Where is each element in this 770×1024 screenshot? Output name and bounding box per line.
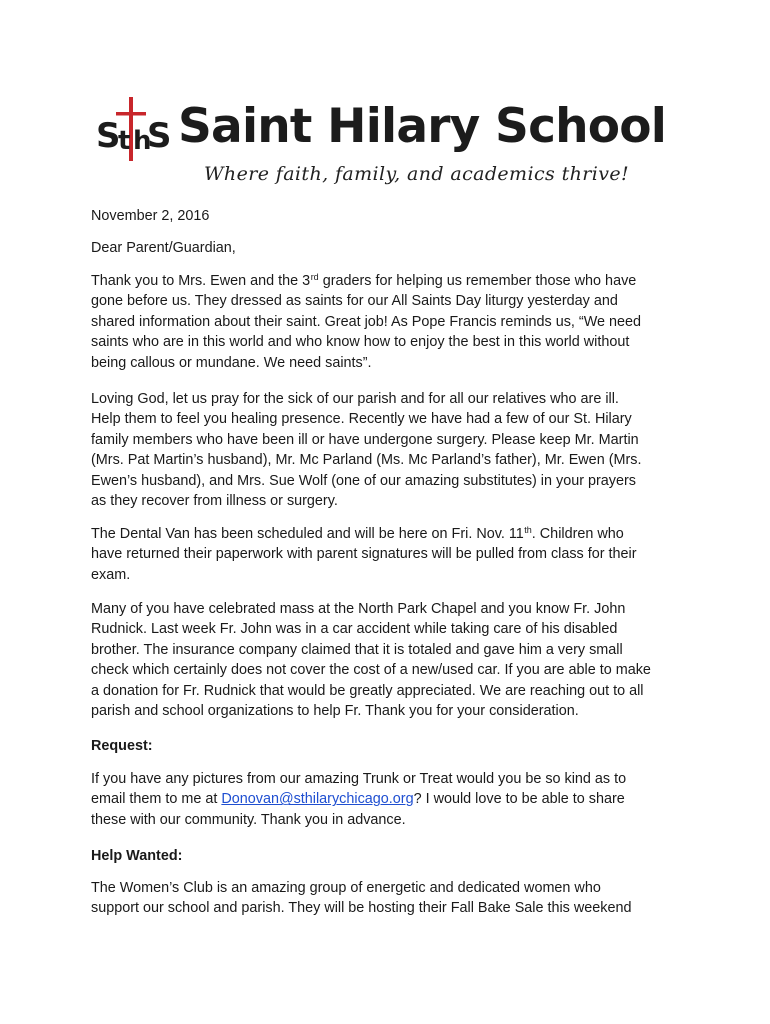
- paragraph-line: exam.: [91, 566, 131, 583]
- superscript: rd: [310, 272, 319, 282]
- svg-text:S: S: [147, 116, 172, 156]
- svg-text:S: S: [96, 116, 121, 156]
- paragraph-line: being callous or mundane. We need saints”.: [91, 354, 372, 371]
- paragraph-line: Many of you have celebrated mass at the North Park Chapel and you know Fr. John: [91, 601, 626, 617]
- paragraph-line: a donation for Fr. Rudnick that would be greatly appreciated. We are reaching out to all: [91, 682, 644, 699]
- paragraph-line: If you have any pictures from our amazing Trunk or Treat would you be so kind as to: [91, 771, 627, 787]
- paragraph-request: [91, 769, 691, 830]
- paragraph-line: as they recover from illness or surgery.: [91, 493, 338, 510]
- paragraph-line: have returned their paperwork with parent signatures will be pulled from class for their: [91, 546, 637, 563]
- paragraph-dental-van: [91, 524, 691, 585]
- svg-text:h: h: [133, 126, 152, 156]
- paragraph-line: Ewen’s husband), and Mrs. Sue Wolf (one of our amazing substitutes) in your prayers: [91, 472, 636, 489]
- paragraph-line: family members who have been ill or have undergone surgery. Please keep Mr. Martin: [91, 431, 639, 448]
- sths-cross-logo-icon: [96, 97, 172, 161]
- heading-help-wanted: Help Wanted:: [91, 848, 183, 864]
- paragraph-line: parish and school organizations to help Fr. Thank you for your consideration.: [91, 703, 579, 720]
- school-tagline: Where faith, family, and academics thrive!: [204, 163, 630, 185]
- superscript: th: [524, 525, 532, 535]
- school-logo: [96, 93, 696, 193]
- paragraph-line: saints who are in this world and who know how to enjoy the best in this world without: [91, 334, 630, 351]
- paragraph-line: check which certainly does not cover the cost of a new/used car. If you are able to make: [91, 662, 651, 679]
- letter-date: November 2, 2016: [91, 208, 210, 224]
- school-name: Saint Hilary School: [178, 99, 667, 154]
- paragraph-prayer: [91, 389, 691, 511]
- paragraph-line: brother. The insurance company claimed that it is totaled and gave him a very small: [91, 641, 623, 658]
- paragraph-line: gone before us. They dressed as saints for our All Saints Day liturgy yesterday and: [91, 293, 618, 310]
- paragraph-line: Help them to feel you healing presence. Recently we have had a few of our St. Hilary: [91, 411, 632, 428]
- paragraph-all-saints: [91, 271, 691, 373]
- paragraph-line: shared information about their saint. Great job! As Pope Francis reminds us, “We need: [91, 313, 642, 330]
- paragraph-line: email them to me at Donovan@sthilarychicago.org? I would love to be able to share: [91, 791, 625, 808]
- paragraph-line: Loving God, let us pray for the sick of our parish and for all our relatives who are ill.: [91, 391, 619, 407]
- paragraph-line: The Dental Van has been scheduled and will be here on Fri. Nov. 11th. Children who: [91, 525, 624, 542]
- paragraph-line: (Mrs. Pat Martin’s husband), Mr. Mc Parland (Ms. Mc Parland’s father), Mr. Ewen (Mrs.: [91, 452, 642, 469]
- paragraph-line: The Women’s Club is an amazing group of energetic and dedicated women who: [91, 880, 601, 896]
- paragraph-line: Rudnick. Last week Fr. John was in a car accident while taking care of his disabled: [91, 621, 618, 638]
- paragraph-fr-rudnick: [91, 599, 691, 721]
- paragraph-line: support our school and parish. They will be hosting their Fall Bake Sale this weekend: [91, 900, 632, 917]
- paragraph-line: Thank you to Mrs. Ewen and the 3rd graders for helping us remember those who have: [91, 272, 637, 289]
- paragraph-womens-club: [91, 878, 691, 919]
- letter-salutation: Dear Parent/Guardian,: [91, 240, 236, 256]
- email-link[interactable]: Donovan@sthilarychicago.org: [221, 791, 414, 808]
- paragraph-line: these with our community. Thank you in advance.: [91, 811, 406, 828]
- svg-text:t: t: [118, 126, 131, 156]
- heading-request: Request:: [91, 738, 153, 754]
